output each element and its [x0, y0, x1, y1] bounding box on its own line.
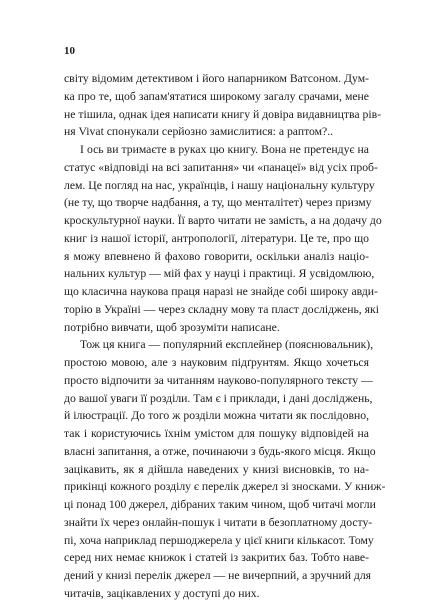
body-text — [64, 70, 386, 603]
text-line: пі, хоча наприклад першоджерела у цієї книги кількасот. Тому — [64, 533, 374, 547]
text-line: що класична наукова праця наразі не знайде собі широку авди- — [64, 285, 378, 298]
paragraph — [64, 70, 382, 141]
text-line: просто відпочити за читанням науково-популярного тексту — — [64, 373, 373, 387]
page-number: 10 — [64, 45, 75, 57]
text-line: дений у книзі перелік джерел — не вичерпний, а зручний для — [64, 569, 372, 582]
text-line: кроскультурної науки. Її варто читати не замість, а на додачу до — [64, 214, 382, 227]
text-line: власні запитання, а отже, починаючи з будь-якого місця. Якщо — [64, 444, 376, 458]
text-line: серед них немає книжок і статей із закритих баз. Тобто наве- — [64, 551, 369, 565]
text-line: прикінці кожного розділу є перелік джерел зі зносками. У книж- — [64, 480, 386, 494]
text-line: потрібно вивчати, щоб зрозуміти написане. — [64, 320, 280, 334]
text-line: простою мовою, але з науковим підґрунтям. Якщо хочеться — [64, 356, 369, 369]
text-line: ка про те, щоб запам'ятатися широкому загалу срачами, мене — [64, 89, 369, 103]
text-line: нальних культур — мій фах у науці і практиці. Я усвідомлюю, — [64, 267, 375, 281]
text-line: зацікавить, як я дійшла наведених у книзі висновків, то на- — [64, 462, 369, 476]
text-line: світу відомим детективом і його напарником Ватсоном. Дум- — [64, 72, 369, 85]
text-line: не тішила, однак ідея написати книгу й довіра видавництва рів- — [64, 107, 382, 121]
text-line: й ілюстрації. До того ж розділи можна читати як послідовно, — [64, 409, 369, 423]
text-line: торію в Україні — через складну мову та пласт досліджень, які — [64, 302, 379, 316]
text-line: Тож ця книга — популярний експлейнер (пояснювальник), — [80, 338, 374, 352]
text-line: так і користуючись їхнім умістом для пошуку відповідей на — [64, 427, 369, 440]
text-line: знайти їх через онлайн-пошук і читати в безоплатному досту- — [64, 515, 373, 529]
paragraph — [64, 141, 382, 336]
text-line: (не ту, що творче надбання, а ту, що менталітет) через призму — [64, 196, 372, 210]
text-line: книг із нашої історії, антропології, літератури. Це те, про що — [64, 231, 369, 245]
text-line: ці понад 100 джерел, дібраних таким чином, щоб читачі могли — [64, 498, 376, 511]
text-line: І ось ви тримаєте в руках цю книгу. Вона не претендує на — [80, 143, 369, 156]
text-line: до вашої уваги її розділи. Там є і приклади, і дані досліджень, — [64, 391, 373, 405]
text-line: статус «відповіді на всі запитання» чи «панацеї» від усіх проб- — [64, 160, 378, 174]
text-line: читачів, зацікавлених у доступі до них. — [64, 586, 260, 600]
text-line: я можу впевнено й фахово говорити, оскільки аналіз націо- — [64, 249, 369, 263]
text-line: лем. Це погляд на нас, українців, і нашу національну культуру — [64, 178, 375, 192]
paragraph — [64, 336, 386, 602]
text-line: ня Vivat спонукали серйозно замислитися: а раптом?.. — [64, 125, 334, 139]
